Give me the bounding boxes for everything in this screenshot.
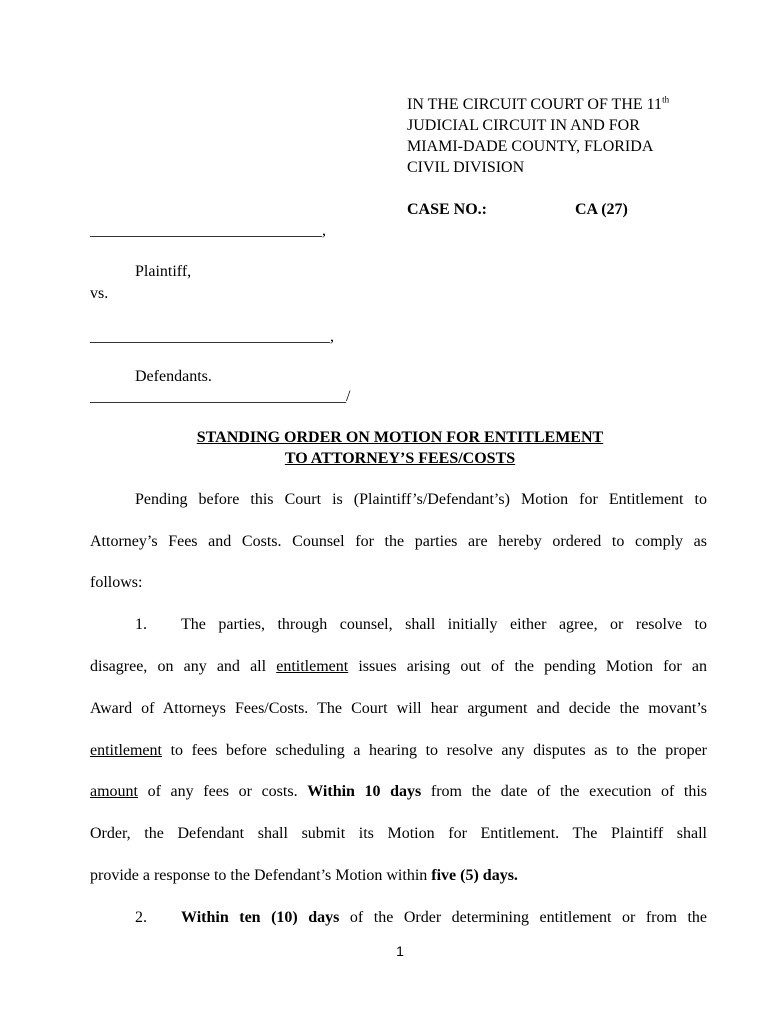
court-caption: [407, 94, 669, 178]
case-number-label: CASE NO.:: [407, 201, 488, 218]
item-2-line-1: Within ten (10) days of the Order determining entitlement or from the: [181, 909, 708, 926]
ordinal-suffix: th: [662, 94, 670, 105]
entitlement-underlined: entitlement: [276, 658, 349, 675]
item-1-line-4: entitlement to fees before scheduling a hearing to resolve any disputes as to the proper: [90, 742, 707, 759]
order-title-line-1: STANDING ORDER ON MOTION FOR ENTITLEMENT: [196, 429, 604, 446]
case-number-value: CA (27): [575, 201, 628, 218]
defendant-blank-line: ______________________________,: [90, 328, 334, 345]
item-2-number: 2.: [135, 909, 147, 926]
court-line-2: JUDICIAL CIRCUIT IN AND FOR: [407, 117, 640, 134]
item-1-line-1: The parties, through counsel, shall initially either agree, or resolve to: [181, 616, 707, 633]
order-title: [90, 427, 710, 469]
entitlement-underlined: entitlement: [90, 742, 162, 759]
court-line-4: CIVIL DIVISION: [407, 159, 525, 176]
item-1-line-7: provide a response to the Defendant’s Motion within five (5) days.: [90, 867, 518, 884]
versus-label: vs.: [90, 285, 109, 302]
deadline-bold: Within 10 days: [307, 783, 422, 800]
deadline-bold: Within ten (10) days: [181, 909, 340, 926]
case-number: [407, 199, 628, 220]
plaintiff-label: Plaintiff,: [135, 263, 192, 280]
item-1-line-2: disagree, on any and all entitlement issues arising out of the pending Motion for an: [90, 658, 708, 675]
item-1-line-5: amount of any fees or costs. Within 10 days from the date of the execution of this: [90, 783, 707, 800]
item-1-line-6: Order, the Defendant shall submit its Motion for Entitlement. The Plaintiff shall: [90, 825, 707, 842]
response-deadline-bold: five (5) days.: [431, 867, 518, 884]
caption-closing-line: ________________________________/: [90, 388, 351, 405]
item-1-line-3: Award of Attorneys Fees/Costs. The Court will hear argument and decide the movant’s: [90, 700, 707, 717]
amount-underlined: amount: [90, 783, 138, 800]
intro-line-2: Attorney’s Fees and Costs. Counsel for the parties are hereby ordered to comply as: [90, 533, 707, 550]
court-line-1: IN THE CIRCUIT COURT OF THE 11th: [407, 94, 670, 113]
court-line-3: MIAMI-DADE COUNTY, FLORIDA: [407, 138, 654, 155]
intro-line-3: follows:: [90, 574, 143, 591]
page-number: 1: [396, 943, 404, 959]
intro-line-1: Pending before this Court is (Plaintiff’s/Defendant’s) Motion for Entitlement to: [135, 491, 707, 508]
item-1-number: 1.: [135, 616, 147, 633]
defendant-label: Defendants.: [135, 368, 212, 385]
order-title-line-2: TO ATTORNEY’S FEES/COSTS: [284, 450, 516, 467]
plaintiff-blank-line: _____________________________,: [90, 222, 326, 239]
